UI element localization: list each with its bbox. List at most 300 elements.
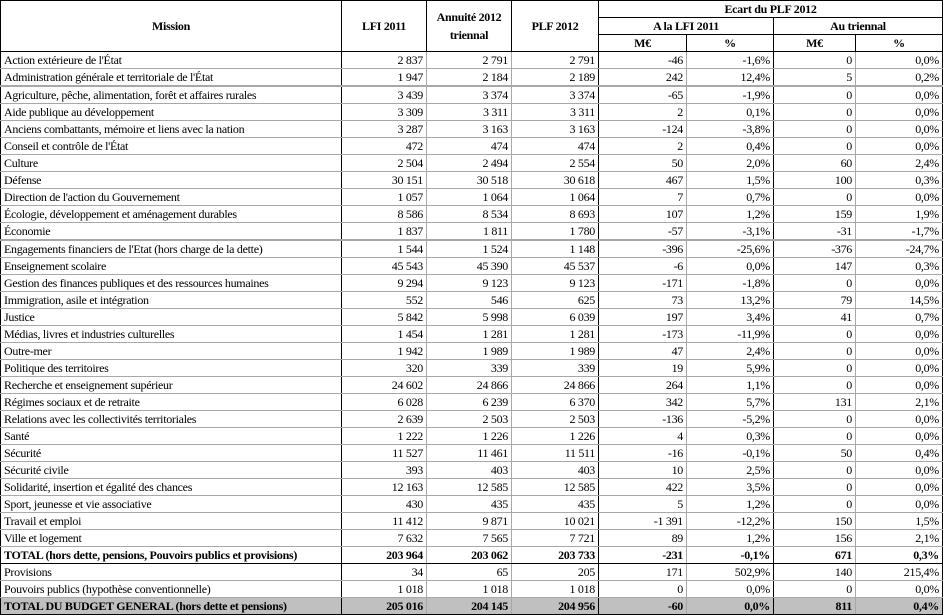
cell-lfi-2011: 24 602 bbox=[342, 377, 427, 394]
cell-ecart-triennal-meur: 0 bbox=[774, 104, 856, 121]
cell-ecart-lfi-meur: -65 bbox=[599, 86, 687, 104]
cell-ecart-triennal-pct: 0,0% bbox=[856, 360, 943, 377]
cell-annuite-2012: 403 bbox=[427, 462, 512, 479]
header-meur-lfi: M€ bbox=[599, 35, 687, 52]
cell-annuite-2012: 3 163 bbox=[427, 121, 512, 138]
cell-plf-2012: 7 721 bbox=[512, 530, 599, 547]
cell-annuite-2012: 65 bbox=[427, 564, 512, 581]
cell-ecart-lfi-pct: 0,7% bbox=[687, 189, 774, 206]
cell-mission: Enseignement scolaire bbox=[1, 258, 342, 275]
cell-ecart-lfi-pct: 2,5% bbox=[687, 462, 774, 479]
cell-mission: Engagements financiers de l'Etat (hors charge de la dette) bbox=[1, 240, 342, 258]
table-body bbox=[1, 52, 943, 615]
table-row bbox=[1, 206, 943, 223]
cell-ecart-triennal-meur: 50 bbox=[774, 445, 856, 462]
cell-ecart-triennal-meur: 131 bbox=[774, 394, 856, 411]
cell-annuite-2012: 30 518 bbox=[427, 172, 512, 189]
cell-ecart-lfi-meur: 422 bbox=[599, 479, 687, 496]
cell-mission: Immigration, asile et intégration bbox=[1, 292, 342, 309]
cell-ecart-triennal-meur: 671 bbox=[774, 547, 856, 564]
cell-plf-2012: 11 511 bbox=[512, 445, 599, 462]
cell-lfi-2011: 5 842 bbox=[342, 309, 427, 326]
cell-ecart-lfi-meur: -136 bbox=[599, 411, 687, 428]
cell-plf-2012: 8 693 bbox=[512, 206, 599, 223]
cell-ecart-triennal-meur: 0 bbox=[774, 52, 856, 69]
header-mission: Mission bbox=[1, 1, 342, 52]
cell-plf-2012: 3 311 bbox=[512, 104, 599, 121]
cell-mission: Défense bbox=[1, 172, 342, 189]
cell-ecart-lfi-pct: 1,1% bbox=[687, 377, 774, 394]
cell-ecart-triennal-pct: 0,0% bbox=[856, 496, 943, 513]
header-lfi-2011: LFI 2011 bbox=[342, 1, 427, 52]
cell-annuite-2012: 203 062 bbox=[427, 547, 512, 564]
cell-lfi-2011: 393 bbox=[342, 462, 427, 479]
cell-mission: Recherche et enseignement supérieur bbox=[1, 377, 342, 394]
cell-mission: Aide publique au développement bbox=[1, 104, 342, 121]
header-pct-triennal: % bbox=[856, 35, 943, 52]
table-row bbox=[1, 394, 943, 411]
cell-ecart-triennal-pct: 0,0% bbox=[856, 411, 943, 428]
cell-mission: Anciens combattants, mémoire et liens avec la nation bbox=[1, 121, 342, 138]
cell-ecart-lfi-meur: 5 bbox=[599, 496, 687, 513]
cell-ecart-triennal-meur: 0 bbox=[774, 275, 856, 292]
cell-annuite-2012: 5 998 bbox=[427, 309, 512, 326]
cell-ecart-lfi-pct: 0,1% bbox=[687, 104, 774, 121]
cell-ecart-lfi-pct: 5,9% bbox=[687, 360, 774, 377]
cell-lfi-2011: 2 504 bbox=[342, 155, 427, 172]
cell-plf-2012: 2 554 bbox=[512, 155, 599, 172]
cell-mission: Gestion des finances publiques et des ressources humaines bbox=[1, 275, 342, 292]
cell-lfi-2011: 11 527 bbox=[342, 445, 427, 462]
cell-ecart-lfi-meur: 467 bbox=[599, 172, 687, 189]
cell-annuite-2012: 8 534 bbox=[427, 206, 512, 223]
cell-ecart-triennal-pct: 0,3% bbox=[856, 172, 943, 189]
cell-mission: Politique des territoires bbox=[1, 360, 342, 377]
cell-ecart-lfi-meur: 342 bbox=[599, 394, 687, 411]
cell-ecart-lfi-meur: -46 bbox=[599, 52, 687, 69]
cell-ecart-lfi-pct: 0,0% bbox=[687, 258, 774, 275]
table-row bbox=[1, 52, 943, 69]
cell-plf-2012: 12 585 bbox=[512, 479, 599, 496]
cell-mission: Travail et emploi bbox=[1, 513, 342, 530]
cell-annuite-2012: 435 bbox=[427, 496, 512, 513]
cell-ecart-lfi-meur: 171 bbox=[599, 564, 687, 581]
cell-annuite-2012: 546 bbox=[427, 292, 512, 309]
cell-ecart-lfi-pct: 0,4% bbox=[687, 138, 774, 155]
cell-ecart-triennal-meur: 0 bbox=[774, 411, 856, 428]
cell-ecart-triennal-meur: 41 bbox=[774, 309, 856, 326]
cell-lfi-2011: 6 028 bbox=[342, 394, 427, 411]
cell-plf-2012: 339 bbox=[512, 360, 599, 377]
cell-ecart-lfi-meur: 242 bbox=[599, 69, 687, 87]
cell-annuite-2012: 2 791 bbox=[427, 52, 512, 69]
cell-ecart-triennal-pct: 0,0% bbox=[856, 479, 943, 496]
cell-ecart-triennal-pct: 0,0% bbox=[856, 138, 943, 155]
cell-ecart-lfi-pct: -1,9% bbox=[687, 86, 774, 104]
cell-ecart-lfi-pct: 5,7% bbox=[687, 394, 774, 411]
cell-lfi-2011: 2 639 bbox=[342, 411, 427, 428]
cell-lfi-2011: 203 964 bbox=[342, 547, 427, 564]
cell-ecart-lfi-meur: 7 bbox=[599, 189, 687, 206]
cell-annuite-2012: 2 184 bbox=[427, 69, 512, 87]
cell-mission: Provisions bbox=[1, 564, 342, 581]
table-row bbox=[1, 326, 943, 343]
cell-ecart-lfi-meur: -396 bbox=[599, 240, 687, 258]
cell-ecart-triennal-pct: 0,0% bbox=[856, 86, 943, 104]
cell-ecart-triennal-pct: 215,4% bbox=[856, 564, 943, 581]
header-pct-lfi: % bbox=[687, 35, 774, 52]
cell-annuite-2012: 6 239 bbox=[427, 394, 512, 411]
cell-ecart-triennal-meur: 811 bbox=[774, 598, 856, 615]
cell-ecart-lfi-pct: -5,2% bbox=[687, 411, 774, 428]
cell-plf-2012: 625 bbox=[512, 292, 599, 309]
table-row bbox=[1, 223, 943, 241]
cell-plf-2012: 1 780 bbox=[512, 223, 599, 241]
cell-plf-2012: 474 bbox=[512, 138, 599, 155]
cell-lfi-2011: 320 bbox=[342, 360, 427, 377]
cell-ecart-triennal-meur: 147 bbox=[774, 258, 856, 275]
cell-lfi-2011: 3 309 bbox=[342, 104, 427, 121]
cell-ecart-lfi-meur: -60 bbox=[599, 598, 687, 615]
cell-lfi-2011: 3 439 bbox=[342, 86, 427, 104]
cell-ecart-lfi-pct: 2,0% bbox=[687, 155, 774, 172]
cell-plf-2012: 403 bbox=[512, 462, 599, 479]
cell-ecart-triennal-pct: 0,4% bbox=[856, 598, 943, 615]
cell-lfi-2011: 12 163 bbox=[342, 479, 427, 496]
cell-lfi-2011: 1 942 bbox=[342, 343, 427, 360]
cell-mission: Écologie, développement et aménagement durables bbox=[1, 206, 342, 223]
cell-ecart-triennal-pct: 1,5% bbox=[856, 513, 943, 530]
cell-ecart-triennal-pct: -1,7% bbox=[856, 223, 943, 241]
cell-ecart-triennal-pct: 0,7% bbox=[856, 309, 943, 326]
table-row bbox=[1, 240, 943, 258]
cell-ecart-lfi-pct: 1,2% bbox=[687, 206, 774, 223]
table-row bbox=[1, 564, 943, 581]
cell-lfi-2011: 1 454 bbox=[342, 326, 427, 343]
cell-ecart-lfi-meur: 4 bbox=[599, 428, 687, 445]
cell-ecart-triennal-pct: -24,7% bbox=[856, 240, 943, 258]
cell-annuite-2012: 3 311 bbox=[427, 104, 512, 121]
cell-ecart-triennal-meur: 140 bbox=[774, 564, 856, 581]
cell-annuite-2012: 1 064 bbox=[427, 189, 512, 206]
cell-ecart-lfi-pct: 13,2% bbox=[687, 292, 774, 309]
cell-lfi-2011: 1 544 bbox=[342, 240, 427, 258]
cell-ecart-triennal-meur: 5 bbox=[774, 69, 856, 87]
cell-ecart-lfi-meur: -16 bbox=[599, 445, 687, 462]
cell-plf-2012: 6 370 bbox=[512, 394, 599, 411]
cell-ecart-triennal-meur: -376 bbox=[774, 240, 856, 258]
cell-ecart-triennal-meur: 0 bbox=[774, 496, 856, 513]
cell-ecart-triennal-pct: 0,0% bbox=[856, 104, 943, 121]
cell-ecart-triennal-meur: 0 bbox=[774, 428, 856, 445]
cell-ecart-lfi-meur: 19 bbox=[599, 360, 687, 377]
cell-ecart-lfi-meur: 2 bbox=[599, 104, 687, 121]
cell-ecart-lfi-meur: -173 bbox=[599, 326, 687, 343]
cell-ecart-lfi-pct: 12,4% bbox=[687, 69, 774, 87]
cell-mission: Relations avec les collectivités territoriales bbox=[1, 411, 342, 428]
cell-ecart-lfi-meur: -57 bbox=[599, 223, 687, 241]
cell-ecart-lfi-meur: 2 bbox=[599, 138, 687, 155]
cell-plf-2012: 30 618 bbox=[512, 172, 599, 189]
cell-ecart-lfi-pct: -12,2% bbox=[687, 513, 774, 530]
table-row bbox=[1, 547, 943, 564]
cell-ecart-lfi-pct: 1,2% bbox=[687, 496, 774, 513]
cell-mission: Régimes sociaux et de retraite bbox=[1, 394, 342, 411]
table-row bbox=[1, 479, 943, 496]
cell-annuite-2012: 12 585 bbox=[427, 479, 512, 496]
cell-ecart-lfi-pct: -3,8% bbox=[687, 121, 774, 138]
cell-annuite-2012: 7 565 bbox=[427, 530, 512, 547]
cell-plf-2012: 204 956 bbox=[512, 598, 599, 615]
cell-annuite-2012: 204 145 bbox=[427, 598, 512, 615]
table-row bbox=[1, 121, 943, 138]
cell-ecart-lfi-meur: 50 bbox=[599, 155, 687, 172]
cell-ecart-lfi-meur: -6 bbox=[599, 258, 687, 275]
cell-ecart-triennal-meur: 159 bbox=[774, 206, 856, 223]
cell-ecart-triennal-pct: 0,0% bbox=[856, 581, 943, 598]
cell-plf-2012: 1 281 bbox=[512, 326, 599, 343]
cell-ecart-lfi-meur: 264 bbox=[599, 377, 687, 394]
cell-ecart-triennal-meur: 0 bbox=[774, 360, 856, 377]
cell-lfi-2011: 11 412 bbox=[342, 513, 427, 530]
table-row bbox=[1, 513, 943, 530]
cell-ecart-lfi-pct: 2,4% bbox=[687, 343, 774, 360]
cell-annuite-2012: 2 494 bbox=[427, 155, 512, 172]
table-row bbox=[1, 292, 943, 309]
table-row bbox=[1, 496, 943, 513]
cell-annuite-2012: 45 390 bbox=[427, 258, 512, 275]
cell-mission: Culture bbox=[1, 155, 342, 172]
cell-plf-2012: 3 374 bbox=[512, 86, 599, 104]
cell-ecart-lfi-pct: -0,1% bbox=[687, 445, 774, 462]
cell-ecart-lfi-pct: 0,0% bbox=[687, 598, 774, 615]
cell-annuite-2012: 11 461 bbox=[427, 445, 512, 462]
cell-ecart-triennal-meur: 0 bbox=[774, 343, 856, 360]
table-row bbox=[1, 360, 943, 377]
cell-ecart-lfi-meur: 197 bbox=[599, 309, 687, 326]
table-row bbox=[1, 69, 943, 87]
cell-ecart-lfi-pct: -3,1% bbox=[687, 223, 774, 241]
cell-plf-2012: 435 bbox=[512, 496, 599, 513]
cell-lfi-2011: 1 018 bbox=[342, 581, 427, 598]
header-ecart: Ecart du PLF 2012 bbox=[599, 1, 943, 18]
cell-ecart-triennal-pct: 0,2% bbox=[856, 69, 943, 87]
cell-lfi-2011: 472 bbox=[342, 138, 427, 155]
cell-annuite-2012: 1 989 bbox=[427, 343, 512, 360]
cell-plf-2012: 2 189 bbox=[512, 69, 599, 87]
cell-mission: Outre-mer bbox=[1, 343, 342, 360]
cell-annuite-2012: 1 018 bbox=[427, 581, 512, 598]
cell-lfi-2011: 9 294 bbox=[342, 275, 427, 292]
cell-ecart-triennal-pct: 2,1% bbox=[856, 394, 943, 411]
cell-plf-2012: 2 503 bbox=[512, 411, 599, 428]
cell-plf-2012: 1 064 bbox=[512, 189, 599, 206]
header-meur-triennal: M€ bbox=[774, 35, 856, 52]
cell-lfi-2011: 45 543 bbox=[342, 258, 427, 275]
cell-mission: Sécurité civile bbox=[1, 462, 342, 479]
cell-ecart-lfi-pct: -1,6% bbox=[687, 52, 774, 69]
cell-annuite-2012: 3 374 bbox=[427, 86, 512, 104]
table-row bbox=[1, 138, 943, 155]
cell-lfi-2011: 430 bbox=[342, 496, 427, 513]
table-row bbox=[1, 309, 943, 326]
cell-ecart-triennal-meur: 0 bbox=[774, 377, 856, 394]
cell-lfi-2011: 1 837 bbox=[342, 223, 427, 241]
cell-ecart-triennal-meur: 0 bbox=[774, 479, 856, 496]
cell-plf-2012: 205 bbox=[512, 564, 599, 581]
cell-ecart-triennal-pct: 0,3% bbox=[856, 547, 943, 564]
cell-ecart-triennal-meur: 0 bbox=[774, 326, 856, 343]
cell-ecart-triennal-pct: 0,0% bbox=[856, 343, 943, 360]
cell-plf-2012: 1 018 bbox=[512, 581, 599, 598]
cell-mission: Économie bbox=[1, 223, 342, 241]
cell-ecart-triennal-meur: 60 bbox=[774, 155, 856, 172]
table-row bbox=[1, 581, 943, 598]
cell-mission: Solidarité, insertion et égalité des chances bbox=[1, 479, 342, 496]
cell-mission: Ville et logement bbox=[1, 530, 342, 547]
cell-annuite-2012: 1 811 bbox=[427, 223, 512, 241]
cell-ecart-triennal-meur: 0 bbox=[774, 189, 856, 206]
cell-ecart-lfi-meur: 89 bbox=[599, 530, 687, 547]
header-annuite-2012: Annuité 2012 triennal bbox=[427, 1, 512, 52]
cell-ecart-triennal-pct: 0,0% bbox=[856, 326, 943, 343]
table-row bbox=[1, 530, 943, 547]
cell-ecart-triennal-pct: 1,9% bbox=[856, 206, 943, 223]
table-row bbox=[1, 377, 943, 394]
cell-ecart-triennal-pct: 0,0% bbox=[856, 462, 943, 479]
cell-plf-2012: 1 226 bbox=[512, 428, 599, 445]
cell-mission: Pouvoirs publics (hypothèse conventionnelle) bbox=[1, 581, 342, 598]
table-row bbox=[1, 155, 943, 172]
table-row bbox=[1, 189, 943, 206]
table-row bbox=[1, 104, 943, 121]
cell-ecart-triennal-pct: 0,3% bbox=[856, 258, 943, 275]
cell-ecart-triennal-pct: 0,0% bbox=[856, 121, 943, 138]
cell-ecart-triennal-pct: 0,0% bbox=[856, 428, 943, 445]
table-row bbox=[1, 445, 943, 462]
cell-ecart-lfi-meur: 47 bbox=[599, 343, 687, 360]
cell-mission: Administration générale et territoriale de l'État bbox=[1, 69, 342, 87]
cell-ecart-lfi-pct: 1,2% bbox=[687, 530, 774, 547]
cell-ecart-triennal-meur: 0 bbox=[774, 86, 856, 104]
cell-plf-2012: 3 163 bbox=[512, 121, 599, 138]
cell-ecart-lfi-meur: 73 bbox=[599, 292, 687, 309]
cell-plf-2012: 9 123 bbox=[512, 275, 599, 292]
cell-mission: Médias, livres et industries culturelles bbox=[1, 326, 342, 343]
cell-ecart-lfi-meur: -1 391 bbox=[599, 513, 687, 530]
table-row bbox=[1, 428, 943, 445]
cell-ecart-triennal-meur: 150 bbox=[774, 513, 856, 530]
cell-annuite-2012: 1 281 bbox=[427, 326, 512, 343]
cell-annuite-2012: 474 bbox=[427, 138, 512, 155]
cell-plf-2012: 45 537 bbox=[512, 258, 599, 275]
cell-ecart-triennal-pct: 0,0% bbox=[856, 189, 943, 206]
cell-plf-2012: 6 039 bbox=[512, 309, 599, 326]
cell-annuite-2012: 1 226 bbox=[427, 428, 512, 445]
cell-mission: Justice bbox=[1, 309, 342, 326]
cell-ecart-triennal-pct: 0,4% bbox=[856, 445, 943, 462]
cell-ecart-lfi-meur: 10 bbox=[599, 462, 687, 479]
table-row bbox=[1, 258, 943, 275]
cell-ecart-lfi-pct: 3,4% bbox=[687, 309, 774, 326]
cell-lfi-2011: 3 287 bbox=[342, 121, 427, 138]
cell-ecart-triennal-pct: 14,5% bbox=[856, 292, 943, 309]
cell-ecart-lfi-meur: -171 bbox=[599, 275, 687, 292]
cell-annuite-2012: 9 123 bbox=[427, 275, 512, 292]
cell-lfi-2011: 7 632 bbox=[342, 530, 427, 547]
cell-mission: Sécurité bbox=[1, 445, 342, 462]
cell-mission: TOTAL (hors dette, pensions, Pouvoirs publics et provisions) bbox=[1, 547, 342, 564]
cell-lfi-2011: 1 057 bbox=[342, 189, 427, 206]
cell-mission: TOTAL DU BUDGET GENERAL (hors dette et pensions) bbox=[1, 598, 342, 615]
cell-annuite-2012: 9 871 bbox=[427, 513, 512, 530]
table-row bbox=[1, 598, 943, 615]
cell-ecart-triennal-pct: 0,0% bbox=[856, 377, 943, 394]
cell-plf-2012: 24 866 bbox=[512, 377, 599, 394]
cell-ecart-triennal-meur: 0 bbox=[774, 138, 856, 155]
cell-mission: Sport, jeunesse et vie associative bbox=[1, 496, 342, 513]
cell-annuite-2012: 2 503 bbox=[427, 411, 512, 428]
table-row bbox=[1, 86, 943, 104]
cell-ecart-lfi-pct: 1,5% bbox=[687, 172, 774, 189]
cell-ecart-lfi-meur: 0 bbox=[599, 581, 687, 598]
cell-mission: Santé bbox=[1, 428, 342, 445]
cell-lfi-2011: 205 016 bbox=[342, 598, 427, 615]
cell-mission: Action extérieure de l'État bbox=[1, 52, 342, 69]
cell-lfi-2011: 552 bbox=[342, 292, 427, 309]
cell-ecart-lfi-pct: -25,6% bbox=[687, 240, 774, 258]
table-row bbox=[1, 343, 943, 360]
cell-annuite-2012: 339 bbox=[427, 360, 512, 377]
cell-mission: Agriculture, pêche, alimentation, forêt et affaires rurales bbox=[1, 86, 342, 104]
cell-plf-2012: 10 021 bbox=[512, 513, 599, 530]
cell-plf-2012: 2 791 bbox=[512, 52, 599, 69]
table-row bbox=[1, 172, 943, 189]
cell-plf-2012: 1 989 bbox=[512, 343, 599, 360]
cell-ecart-triennal-meur: -31 bbox=[774, 223, 856, 241]
cell-lfi-2011: 1 222 bbox=[342, 428, 427, 445]
cell-plf-2012: 1 148 bbox=[512, 240, 599, 258]
cell-lfi-2011: 8 586 bbox=[342, 206, 427, 223]
cell-ecart-lfi-pct: -0,1% bbox=[687, 547, 774, 564]
cell-ecart-triennal-meur: 79 bbox=[774, 292, 856, 309]
cell-ecart-triennal-pct: 0,0% bbox=[856, 275, 943, 292]
cell-ecart-triennal-meur: 0 bbox=[774, 462, 856, 479]
cell-lfi-2011: 34 bbox=[342, 564, 427, 581]
header-plf-2012: PLF 2012 bbox=[512, 1, 599, 52]
cell-plf-2012: 203 733 bbox=[512, 547, 599, 564]
cell-mission: Direction de l'action du Gouvernement bbox=[1, 189, 342, 206]
cell-ecart-lfi-pct: 0,0% bbox=[687, 581, 774, 598]
cell-ecart-lfi-pct: 502,9% bbox=[687, 564, 774, 581]
cell-ecart-lfi-pct: -11,9% bbox=[687, 326, 774, 343]
cell-ecart-triennal-pct: 0,0% bbox=[856, 52, 943, 69]
cell-lfi-2011: 2 837 bbox=[342, 52, 427, 69]
cell-mission: Conseil et contrôle de l'État bbox=[1, 138, 342, 155]
table-row bbox=[1, 275, 943, 292]
cell-ecart-triennal-meur: 156 bbox=[774, 530, 856, 547]
cell-ecart-triennal-meur: 0 bbox=[774, 581, 856, 598]
cell-annuite-2012: 1 524 bbox=[427, 240, 512, 258]
cell-ecart-lfi-pct: 0,3% bbox=[687, 428, 774, 445]
cell-ecart-lfi-pct: -1,8% bbox=[687, 275, 774, 292]
cell-ecart-triennal-pct: 2,1% bbox=[856, 530, 943, 547]
table-row bbox=[1, 462, 943, 479]
header-au-triennal: Au triennal bbox=[774, 18, 943, 35]
cell-ecart-lfi-meur: -124 bbox=[599, 121, 687, 138]
cell-lfi-2011: 30 151 bbox=[342, 172, 427, 189]
table-row bbox=[1, 411, 943, 428]
